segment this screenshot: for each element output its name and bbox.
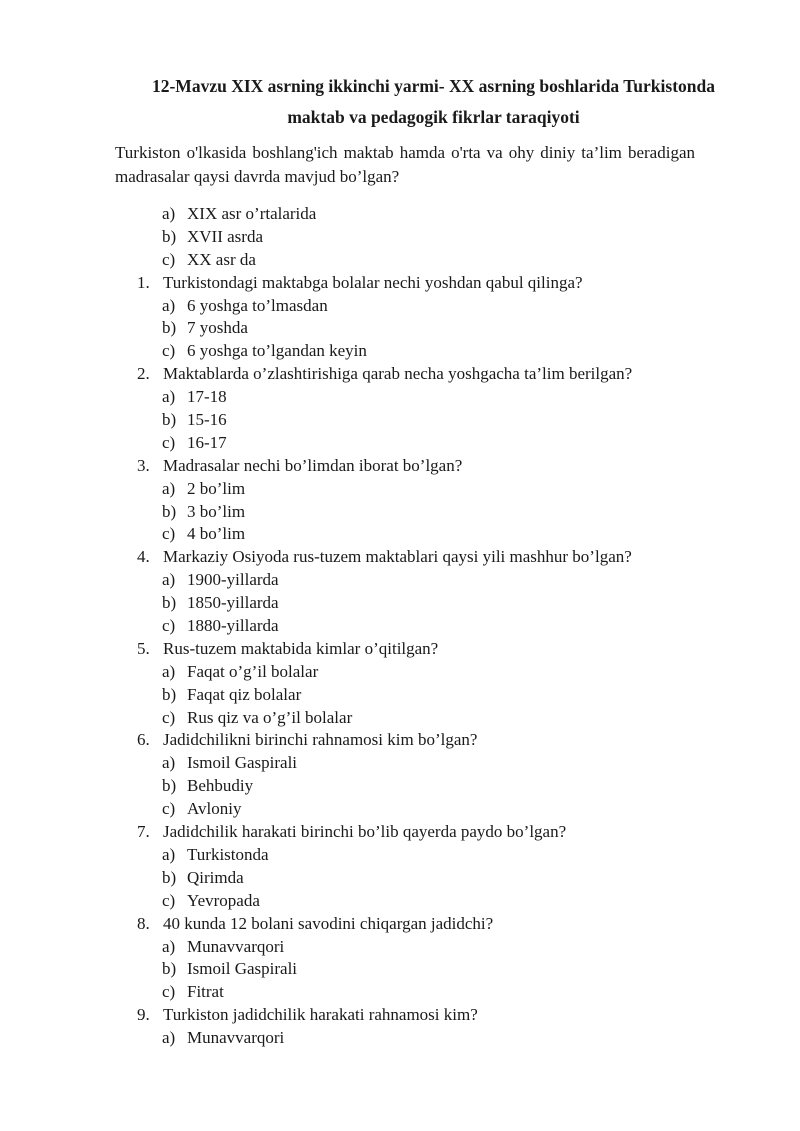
- question-7-option-a: [0, 844, 800, 867]
- option-letter: b): [162, 959, 177, 979]
- option-letter: c): [162, 249, 176, 269]
- question-5-option-b: [0, 684, 800, 707]
- option-letter: b): [162, 684, 177, 704]
- question-number: 7.: [137, 822, 150, 842]
- option-letter: b): [162, 226, 177, 246]
- option-letter: a): [162, 570, 176, 590]
- option-letter: c): [162, 982, 176, 1002]
- option-text: Ismoil Gaspirali: [187, 959, 298, 979]
- question-8-option-b: [0, 958, 800, 981]
- page-title-line-2: maktab va pedagogik fikrlar taraqiyoti: [287, 107, 580, 127]
- question-6: [0, 729, 800, 752]
- option-letter: c): [162, 890, 176, 910]
- question-text: Jadidchilik harakati birinchi bo’lib qayerda paydo bo’lgan?: [163, 822, 567, 842]
- question-3-option-c: [0, 523, 800, 546]
- question-6-option-b: [0, 775, 800, 798]
- question-number: 8.: [137, 913, 150, 933]
- question-number: 9.: [137, 1005, 150, 1025]
- question-text: Madrasalar nechi bo’limdan iborat bo’lgan?: [163, 455, 463, 475]
- option-letter: c): [162, 524, 176, 544]
- option-text: XVII asrda: [187, 226, 263, 246]
- question-number: 6.: [137, 730, 150, 750]
- option-letter: a): [162, 478, 176, 498]
- option-letter: b): [162, 318, 177, 338]
- option-text: XIX asr o’rtalarida: [187, 204, 317, 223]
- question-text: 40 kunda 12 bolani savodini chiqargan jadidchi?: [163, 913, 494, 933]
- question-4: [0, 546, 800, 569]
- option-letter: a): [162, 1028, 176, 1048]
- option-letter: b): [162, 593, 177, 613]
- question-6-option-c: [0, 798, 800, 821]
- page-title-line-1: 12-Mavzu XIX asrning ikkinchi yarmi- XX asrning boshlarida Turkistonda: [151, 76, 716, 96]
- option-text: Fitrat: [187, 982, 224, 1002]
- option-letter: c): [162, 616, 176, 636]
- question-3: [0, 455, 800, 478]
- question-8-option-c: [0, 981, 800, 1004]
- question-text: Turkiston jadidchilik harakati rahnamosi kim?: [163, 1005, 478, 1025]
- question-text: Jadidchilikni birinchi rahnamosi kim bo’lgan?: [163, 730, 478, 750]
- option-text: 7 yoshda: [187, 318, 248, 338]
- option-letter: a): [162, 661, 176, 681]
- question-3-option-b: [0, 501, 800, 524]
- option-text: Ismoil Gaspirali: [187, 753, 298, 773]
- option-letter: c): [162, 341, 176, 361]
- question-9: [0, 1004, 800, 1027]
- option-text: Turkistonda: [187, 844, 269, 864]
- option-letter: a): [162, 295, 176, 315]
- question-8: [0, 913, 800, 936]
- option-letter: b): [162, 776, 177, 796]
- option-letter: a): [162, 844, 176, 864]
- question-number: 3.: [137, 455, 150, 475]
- question-8-option-a: [0, 936, 800, 959]
- intro-option-a: [0, 203, 800, 226]
- option-text: 16-17: [187, 432, 227, 452]
- option-text: Faqat o’g’il bolalar: [187, 661, 319, 681]
- question-4-option-b: [0, 592, 800, 615]
- question-number: 2.: [137, 364, 150, 384]
- question-5-option-c: [0, 707, 800, 730]
- question-number: 5.: [137, 638, 150, 658]
- option-text: 1880-yillarda: [187, 616, 279, 636]
- option-text: 6 yoshga to’lgandan keyin: [187, 341, 367, 361]
- question-4-option-c: [0, 615, 800, 638]
- option-letter: b): [162, 501, 177, 521]
- option-letter: a): [162, 387, 176, 407]
- question-text: Turkistondagi maktabga bolalar nechi yoshdan qabul qilinga?: [163, 272, 583, 292]
- option-text: 3 bo’lim: [187, 501, 246, 521]
- question-text: Markaziy Osiyoda rus-tuzem maktablari qaysi yili mashhur bo’lgan?: [163, 547, 632, 567]
- question-number: 1.: [137, 272, 150, 292]
- option-text: 4 bo’lim: [187, 524, 246, 544]
- option-text: 1850-yillarda: [187, 593, 279, 613]
- question-7-option-b: [0, 867, 800, 890]
- option-text: Qirimda: [187, 867, 244, 887]
- question-1-option-a: [0, 295, 800, 318]
- option-text: Rus qiz va o’g’il bolalar: [187, 707, 353, 727]
- option-text: 6 yoshga to’lmasdan: [187, 295, 328, 315]
- question-9-option-a: [0, 1027, 800, 1050]
- option-letter: c): [162, 432, 176, 452]
- option-text: 1900-yillarda: [187, 570, 279, 590]
- option-text: 15-16: [187, 410, 227, 430]
- option-text: XX asr da: [187, 249, 256, 269]
- option-letter: c): [162, 799, 176, 819]
- question-number: 4.: [137, 547, 150, 567]
- question-4-option-a: [0, 569, 800, 592]
- question-7: [0, 821, 800, 844]
- option-text: Avloniy: [187, 799, 242, 819]
- intro-option-b: [0, 226, 800, 249]
- option-text: Munavvarqori: [187, 936, 285, 956]
- option-letter: a): [162, 204, 176, 223]
- question-5: [0, 638, 800, 661]
- question-3-option-a: [0, 478, 800, 501]
- question-2: [0, 363, 800, 386]
- option-text: Yevropada: [187, 890, 260, 910]
- option-letter: a): [162, 936, 176, 956]
- option-text: 17-18: [187, 387, 227, 407]
- question-2-option-c: [0, 432, 800, 455]
- question-7-option-c: [0, 890, 800, 913]
- question-2-option-a: [0, 386, 800, 409]
- question-5-option-a: [0, 661, 800, 684]
- option-text: Munavvarqori: [187, 1028, 285, 1048]
- question-2-option-b: [0, 409, 800, 432]
- option-text: Faqat qiz bolalar: [187, 684, 302, 704]
- intro-option-c: [0, 249, 800, 272]
- question-list: [0, 203, 800, 1050]
- question-text: Maktablarda o’zlashtirishiga qarab necha yoshgacha ta’lim berilgan?: [163, 364, 633, 384]
- question-1-option-c: [0, 340, 800, 363]
- question-1-option-b: [0, 317, 800, 340]
- option-letter: b): [162, 867, 177, 887]
- question-6-option-a: [0, 752, 800, 775]
- option-text: Behbudiy: [187, 776, 254, 796]
- option-letter: b): [162, 410, 177, 430]
- option-text: 2 bo’lim: [187, 478, 246, 498]
- option-letter: a): [162, 753, 176, 773]
- intro-question: Turkiston o'lkasida boshlang'ich maktab hamda o'rta va ohy diniy ta’lim beradigan madrasalar qaysi davrda mavjud bo’lgan?: [115, 143, 695, 186]
- question-text: Rus-tuzem maktabida kimlar o’qitilgan?: [163, 638, 439, 658]
- question-1: [0, 272, 800, 295]
- option-letter: c): [162, 707, 176, 727]
